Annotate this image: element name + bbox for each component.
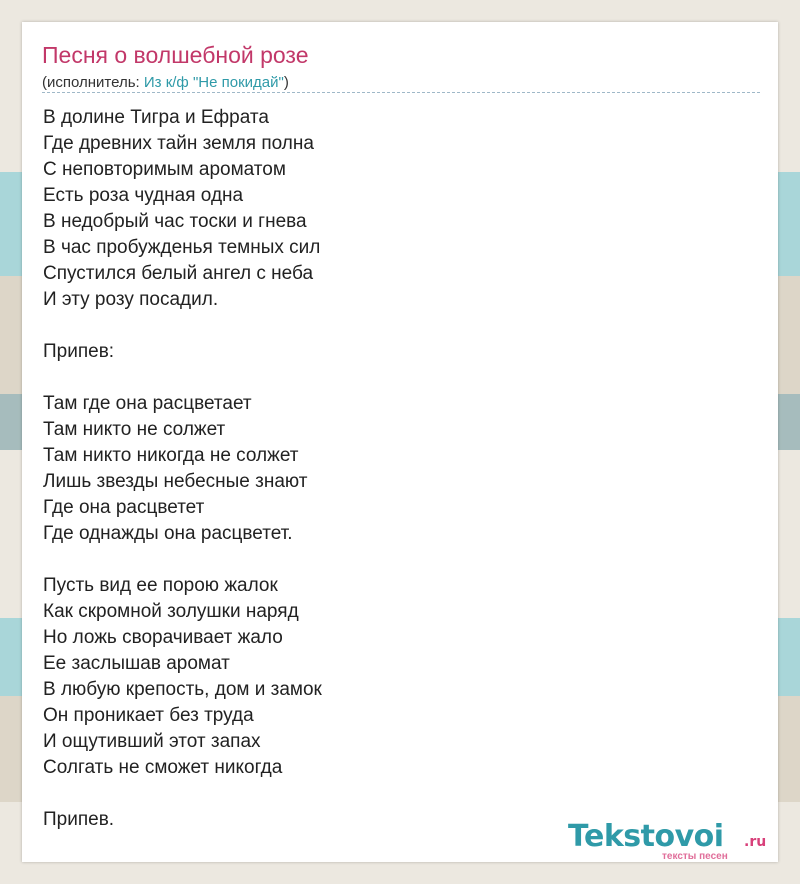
lyric-line: Там никто не солжет (43, 419, 226, 440)
lyric-line: С неповторимым ароматом (43, 159, 286, 180)
lyric-line (43, 547, 743, 573)
lyric-line: И ощутивший этот запах (43, 731, 261, 752)
lyric-line: Есть роза чудная одна (43, 185, 244, 206)
logo-name: Tekstovoi (568, 819, 724, 854)
artist-prefix: (исполнитель: (42, 74, 144, 91)
lyric-line: Припев: (43, 341, 115, 362)
lyric-line: Там никто никогда не солжет (43, 445, 299, 466)
site-logo[interactable] (568, 819, 778, 864)
lyric-line: В час пробужденья темных сил (43, 237, 321, 258)
lyric-line: В недобрый час тоски и гнева (43, 211, 307, 232)
song-title: Песня о волшебной розе (42, 42, 309, 68)
artist-suffix: ) (283, 74, 289, 91)
lyric-line: Пусть вид ее порою жалок (43, 575, 278, 596)
lyric-line: Как скромной золушки наряд (43, 601, 299, 622)
lyric-line: Лишь звезды небесные знают (43, 471, 308, 492)
lyric-line: В любую крепость, дом и замок (43, 679, 322, 700)
lyric-line: Где однажды она расцветет. (43, 523, 293, 544)
lyrics-text (43, 105, 743, 833)
lyric-line: Там где она расцветает (43, 393, 252, 414)
lyric-line: Ее заслышав аромат (43, 653, 230, 674)
artist-line (42, 74, 289, 91)
lyric-line: Он проникает без труда (43, 705, 254, 726)
lyrics-card (22, 22, 778, 862)
lyric-line: Спустился белый ангел с неба (43, 263, 314, 284)
logo-tagline: тексты песен (662, 851, 728, 862)
lyric-line (43, 313, 743, 339)
lyric-line: В долине Тигра и Ефрата (43, 107, 269, 128)
lyric-line: Солгать не сможет никогда (43, 757, 283, 778)
lyric-line (43, 365, 743, 391)
lyric-line: И эту розу посадил. (43, 289, 219, 310)
lyric-line: Припев. (43, 809, 115, 830)
lyric-line: Где древних тайн земля полна (43, 133, 314, 154)
lyric-line (43, 781, 743, 807)
artist-link[interactable]: Из к/ф "Не покидай" (143, 74, 284, 91)
lyric-line: Где она расцветет (43, 497, 205, 518)
lyric-line: Но ложь сворачивает жало (43, 627, 283, 648)
logo-tld: .ru (744, 834, 767, 850)
dashed-divider (42, 92, 760, 93)
